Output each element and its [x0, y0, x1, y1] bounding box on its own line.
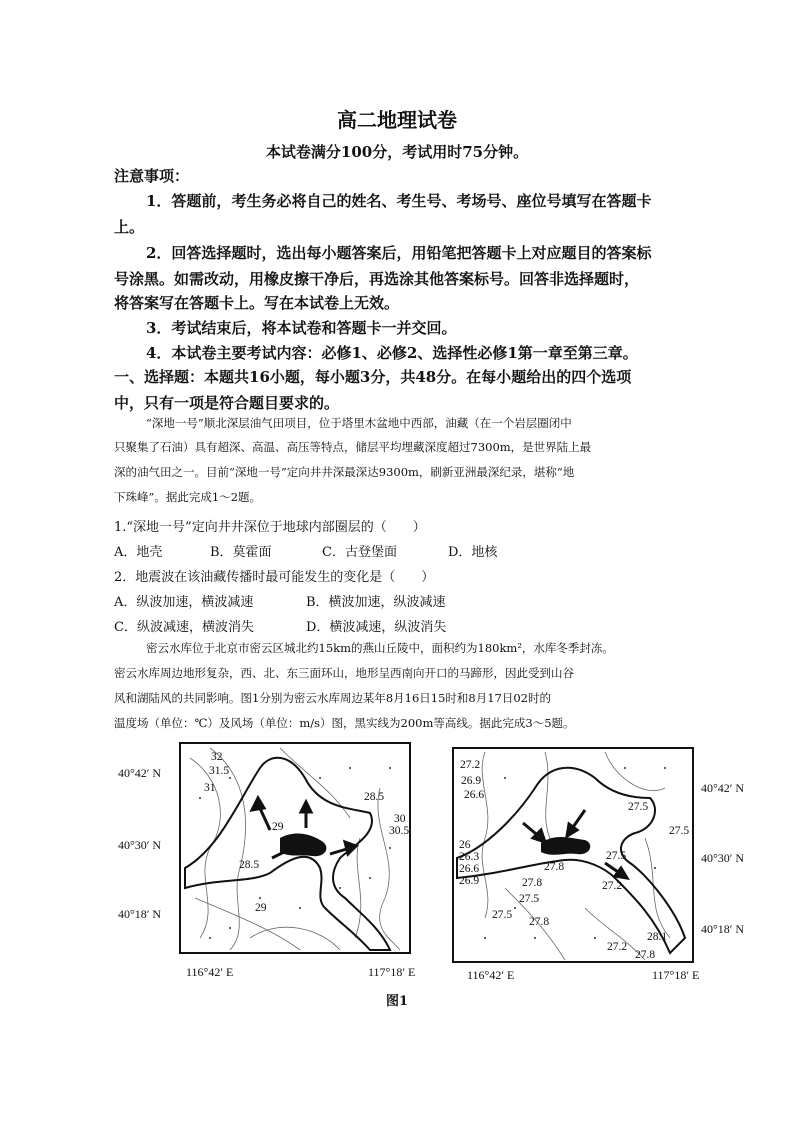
passage-2-line-2: 密云水库周边地形复杂，西、北、东三面环山，地形呈西南向开口的马蹄形，因此受到山谷	[114, 666, 574, 680]
question-2-option-a: A．纵波加速，横波减速	[114, 595, 254, 610]
label-28-5-w: 28.5	[239, 859, 260, 871]
label-27-8-center: 27.8	[544, 861, 565, 873]
label-27-2-c: 27.2	[602, 880, 623, 892]
figure-caption: 图1	[385, 994, 409, 1009]
note-1-line-2: 上。	[114, 218, 145, 236]
label-27-8-s: 27.8	[529, 916, 550, 928]
lon-left-right: 116°42′ E	[467, 968, 515, 982]
label-30-5: 30.5	[389, 825, 410, 837]
lon-left-left: 116°42′ E	[186, 965, 234, 979]
passage-1-line-1: “深地一号”顺北深层油气田项目，位于塔里木盆地中西部，油藏（在一个岩层圈闭中	[146, 416, 572, 430]
label-27-8-w: 27.8	[522, 877, 543, 889]
lat-top-left: 40°42′ N	[118, 766, 162, 780]
label-27-5-center: 27.5	[606, 850, 627, 862]
lat-mid-right: 40°30′ N	[701, 851, 745, 865]
label-27-5-ne: 27.5	[628, 801, 649, 813]
label-26-3: 26.3	[459, 851, 480, 863]
label-26-9-top: 26.9	[461, 775, 482, 787]
question-1-option-b: B．莫霍面	[210, 545, 272, 560]
label-27-2-top: 27.2	[460, 759, 481, 771]
passage-2-line-4: 温度场（单位：℃）及风场（单位：m/s）图，黑实线为200m等高线。据此完成3～5题。	[114, 716, 575, 730]
label-29-s: 29	[255, 902, 267, 914]
exam-subtitle: 本试卷满分100分，考试用时75分钟。	[265, 143, 529, 161]
question-2-option-c: C．纵波减速，横波消失	[114, 620, 254, 635]
section-1-line-1: 一、选择题：本题共16小题，每小题3分，共48分。在每小题给出的四个选项	[114, 368, 632, 386]
question-2-option-b: B．横波加速，纵波减速	[306, 595, 446, 610]
label-32: 32	[211, 751, 223, 763]
question-1-option-c: C．古登堡面	[322, 545, 397, 560]
label-26: 26	[459, 839, 471, 851]
question-1-stem: 1.“深地一号”定向井井深位于地球内部圈层的（ ）	[114, 520, 426, 535]
note-2-line-2: 号涂黑。如需改动，用橡皮擦干净后，再选涂其他答案标号。回答非选择题时，	[114, 270, 640, 288]
label-30: 30	[394, 813, 406, 825]
label-31: 31	[204, 782, 216, 794]
note-4: 4．本试卷主要考试内容：必修1、必修2、选择性必修1第一章至第三章。	[146, 344, 638, 362]
section-1-line-2: 中，只有一项是符合题目要求的。	[114, 394, 340, 412]
lat-top-right: 40°42′ N	[701, 781, 745, 795]
passage-2-line-1: 密云水库位于北京市密云区城北约15km的燕山丘陵中，面积约为180km²，水库冬季封冻。	[146, 641, 614, 655]
note-2-line-1: 2．回答选择题时，选出每小题答案后，用铅笔把答题卡上对应题目的答案标	[146, 244, 652, 262]
label-28-1: 28.1	[647, 931, 668, 943]
question-1-option-d: D．地核	[448, 545, 498, 560]
label-29-center: 29	[272, 821, 284, 833]
lon-right-right: 117°18′ E	[652, 968, 700, 982]
label-28-5-ne: 28.5	[364, 791, 385, 803]
passage-1-line-2: 只聚集了石油）具有超深、高温、高压等特点，储层平均埋藏深度超过7300m，是世界陆上最	[114, 440, 592, 454]
label-26-6-top: 26.6	[464, 789, 485, 801]
passage-1-line-4: 下珠峰”。据此完成1～2题。	[114, 490, 262, 504]
label-27-5-s: 27.5	[492, 909, 513, 921]
note-2-line-3: 将答案写在答题卡上。写在本试卷上无效。	[114, 294, 400, 312]
label-31-5: 31.5	[209, 765, 230, 777]
question-1-option-a: A．地壳	[114, 545, 163, 560]
lat-bot-right: 40°18′ N	[701, 922, 745, 936]
passage-1-line-3: 深的油气田之一。目前“深地一号”定向井井深最深达9300m，刷新亚洲最深纪录，堪称“地	[114, 465, 575, 479]
exam-title: 高二地理试卷	[337, 108, 457, 132]
label-27-5-e: 27.5	[669, 825, 690, 837]
label-26-9: 26.9	[459, 875, 480, 887]
note-1-line-1: 1．答题前，考生务必将自己的姓名、考生号、考场号、座位号填写在答题卡	[146, 192, 652, 210]
notes-heading: 注意事项：	[114, 167, 190, 185]
label-27-8-se: 27.8	[635, 949, 656, 961]
question-2-option-d: D．横波减速，纵波消失	[306, 620, 447, 635]
map-left	[100, 738, 430, 988]
map-right	[445, 738, 775, 988]
passage-2-line-3: 风和湖陆风的共同影响。图1分别为密云水库周边某年8月16日15时和8月17日02时的	[114, 691, 551, 705]
label-27-5-sw: 27.5	[519, 893, 540, 905]
question-2-stem: 2．地震波在该油藏传播时最可能发生的变化是（ ）	[114, 570, 435, 585]
lat-mid-left: 40°30′ N	[118, 838, 162, 852]
note-3: 3．考试结束后，将本试卷和答题卡一并交回。	[146, 319, 457, 337]
lat-bot-left: 40°18′ N	[118, 907, 162, 921]
label-27-2-se: 27.2	[607, 941, 628, 953]
label-26-6: 26.6	[459, 863, 480, 875]
lon-right-left: 117°18′ E	[368, 965, 416, 979]
